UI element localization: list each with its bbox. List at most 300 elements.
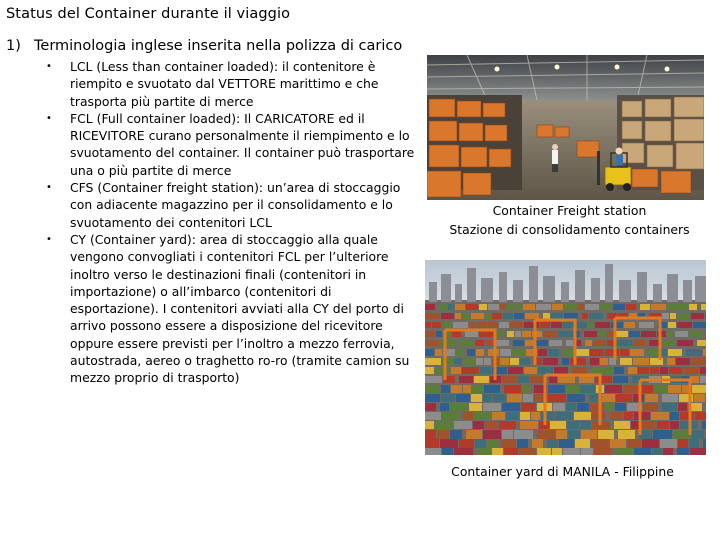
container-block	[670, 412, 679, 420]
container-block	[642, 439, 659, 448]
container-block	[425, 304, 435, 310]
container-block	[550, 421, 566, 429]
container-block	[651, 412, 669, 420]
warehouse-caption-line2: Stazione di consolidamento containers	[449, 222, 690, 237]
container-block	[425, 421, 434, 429]
container-block	[536, 340, 548, 346]
container-block	[594, 448, 611, 455]
container-block	[547, 439, 558, 448]
container-block	[469, 403, 482, 411]
container-block	[523, 304, 535, 310]
container-block	[559, 439, 574, 448]
container-block	[425, 313, 440, 319]
list-item-text: CY (Container yard): area di stoccaggio alla quale vengono convogliati i contenitori FCL per l’ulteriore inoltro verso le destinazioni finali (contenitori in importazione) o all’imbarco (contenitori di esportazione). I contenitori avviati alla CY del porto di arrivo possono essere a disposizione del ricevitore oppure essere previsti per l’inoltro a mezzo ferrovia, autostrada, aereo o traghetto ro-ro (tramite camion su mezzo proprio di trasporto)	[70, 231, 410, 386]
container-block	[510, 322, 523, 328]
container-block	[492, 313, 502, 319]
container-block	[474, 376, 489, 383]
container-block	[564, 313, 578, 319]
container-block	[425, 340, 439, 346]
terminology-list	[46, 58, 416, 387]
yard-caption: Container yard di MANILA - Filippine	[451, 464, 674, 479]
container-block	[652, 448, 662, 455]
container-block	[574, 412, 591, 420]
container-block	[435, 367, 450, 374]
container-block	[626, 304, 636, 310]
container-block	[615, 331, 628, 337]
container-block	[499, 421, 516, 429]
container-block	[502, 430, 513, 439]
container-block	[566, 403, 576, 411]
container-block	[618, 430, 635, 439]
container-block	[579, 376, 594, 383]
container-block	[517, 439, 528, 448]
section-number: 1)	[6, 38, 21, 54]
container-block	[453, 322, 468, 328]
container-block	[465, 331, 478, 337]
container-block	[657, 421, 669, 429]
container-block	[584, 331, 597, 337]
container-block	[488, 304, 499, 310]
container-block	[633, 340, 645, 346]
container-block	[695, 412, 706, 420]
container-block	[477, 448, 491, 455]
container-block	[522, 385, 530, 393]
container-block	[668, 322, 676, 328]
container-block	[475, 340, 484, 346]
container-block	[554, 367, 568, 374]
container-block	[600, 304, 612, 310]
container-block	[537, 430, 555, 439]
container-block	[466, 430, 482, 439]
container-block	[615, 448, 633, 455]
container-block	[668, 385, 681, 393]
container-block	[471, 313, 484, 319]
container-block	[629, 331, 640, 337]
container-block	[582, 313, 588, 319]
container-block	[580, 421, 591, 429]
container-block	[462, 313, 470, 319]
container-block	[520, 412, 530, 420]
container-block	[578, 304, 584, 310]
container-block	[686, 349, 702, 356]
container-block	[663, 448, 673, 455]
container-block	[502, 376, 517, 383]
container-block	[678, 304, 688, 310]
container-block	[442, 448, 453, 455]
container-block	[510, 358, 519, 365]
container-block	[623, 385, 637, 393]
container-block	[689, 304, 697, 310]
container-block	[469, 322, 476, 328]
container-block	[690, 448, 706, 455]
container-block	[459, 376, 473, 383]
container-block	[691, 313, 704, 319]
container-block	[484, 358, 491, 365]
container-block	[668, 349, 682, 356]
container-block	[604, 367, 613, 374]
container-block	[651, 304, 666, 310]
container-block	[475, 439, 486, 448]
container-block	[425, 367, 434, 374]
container-block	[568, 430, 580, 439]
container-block	[548, 394, 566, 402]
container-block	[673, 430, 690, 439]
container-block	[593, 340, 606, 346]
list-item	[46, 231, 416, 387]
container-block	[425, 403, 436, 411]
container-block	[691, 358, 706, 365]
container-block	[532, 439, 543, 448]
container-block	[504, 448, 518, 455]
container-block	[456, 394, 470, 402]
container-block	[650, 367, 659, 374]
container-block	[538, 349, 547, 356]
container-block	[581, 448, 593, 455]
container-block	[425, 394, 440, 402]
container-block	[530, 376, 545, 383]
container-block	[514, 430, 533, 439]
bullet-marker: •	[46, 233, 52, 245]
container-block	[463, 358, 475, 365]
container-block	[507, 394, 522, 402]
container-block	[436, 331, 442, 337]
container-block	[425, 430, 436, 439]
container-block	[552, 304, 563, 310]
container-block	[548, 349, 559, 356]
container-block	[522, 331, 531, 337]
container-block	[425, 376, 442, 383]
container-block	[649, 340, 659, 346]
container-block	[703, 349, 706, 356]
container-block	[451, 385, 462, 393]
container-block	[488, 322, 498, 328]
container-block	[455, 304, 465, 310]
container-block	[558, 331, 573, 337]
container-block	[452, 331, 461, 337]
container-block	[483, 430, 501, 439]
container-block	[591, 367, 603, 374]
container-block	[700, 367, 706, 374]
container-block	[500, 349, 511, 356]
container-block	[448, 304, 454, 310]
container-block	[662, 313, 669, 319]
container-block	[572, 367, 587, 374]
container-block	[492, 412, 505, 420]
warehouse-caption-line1: Container Freight station	[492, 203, 647, 218]
container-block	[691, 403, 702, 411]
container-block	[670, 313, 676, 319]
container-block	[549, 340, 562, 346]
container-block	[500, 358, 509, 365]
container-block	[462, 367, 479, 374]
container-block	[459, 340, 474, 346]
container-block	[662, 394, 678, 402]
container-block	[595, 322, 610, 328]
list-item	[46, 58, 416, 110]
warehouse-photo	[427, 55, 704, 200]
container-block	[551, 313, 563, 319]
container-block	[614, 421, 630, 429]
container-block	[471, 394, 482, 402]
container-block	[432, 322, 441, 328]
container-block	[437, 430, 449, 439]
container-block	[519, 448, 536, 455]
container-block	[589, 394, 598, 402]
section-heading-text: Terminologia inglese inserita nella polizza di carico	[34, 38, 403, 54]
container-block	[670, 421, 679, 429]
container-block	[660, 439, 677, 448]
container-block	[455, 313, 461, 319]
container-block	[634, 448, 651, 455]
container-block	[628, 367, 637, 374]
container-block	[589, 313, 603, 319]
container-block	[425, 358, 441, 365]
container-block	[454, 448, 473, 455]
container-block	[477, 322, 487, 328]
warehouse-caption	[427, 201, 712, 239]
container-block	[531, 412, 540, 420]
container-block	[552, 448, 562, 455]
container-block	[467, 349, 475, 356]
container-block	[600, 358, 608, 365]
container-block	[577, 322, 587, 328]
container-block	[440, 439, 458, 448]
container-block	[558, 376, 575, 383]
container-block	[439, 304, 447, 310]
container-block	[492, 448, 503, 455]
container-block	[676, 358, 690, 365]
container-block	[425, 412, 441, 420]
list-item-text: LCL (Less than container loaded): il contenitore è riempito e svuotato dal VETTORE marittimo e che trasporta più partite di merce	[70, 59, 379, 109]
container-block	[483, 403, 501, 411]
container-block	[463, 412, 473, 420]
container-block	[605, 403, 614, 411]
container-block	[692, 385, 706, 393]
container-block	[520, 421, 538, 429]
container-block	[485, 313, 491, 319]
container-block	[660, 367, 668, 374]
container-block	[585, 304, 599, 310]
container-block	[523, 394, 533, 402]
container-block	[693, 322, 706, 328]
container-block	[595, 376, 612, 383]
container-block	[694, 394, 705, 402]
container-block	[473, 421, 484, 429]
container-block	[689, 331, 701, 337]
container-block	[566, 340, 573, 346]
container-block	[555, 412, 573, 420]
container-block	[487, 439, 497, 448]
container-block	[563, 448, 580, 455]
container-block	[630, 349, 644, 356]
container-block	[507, 304, 514, 310]
container-block	[479, 331, 494, 337]
slide-title: Status del Container durante il viaggio	[6, 6, 291, 22]
container-block	[662, 403, 677, 411]
container-block	[669, 367, 682, 374]
container-block	[456, 349, 463, 356]
container-block	[677, 340, 693, 346]
container-block	[616, 340, 632, 346]
container-block	[538, 367, 553, 374]
container-block	[463, 385, 471, 393]
container-block	[590, 358, 599, 365]
container-block	[537, 448, 551, 455]
container-block	[525, 313, 539, 319]
container-block	[640, 304, 650, 310]
container-block	[521, 403, 536, 411]
container-block	[641, 331, 656, 337]
container-block	[634, 412, 650, 420]
list-item-text: FCL (Full container loaded): Il CARICATORE ed il RICEVITORE curano personalmente il riempimento e lo svuotamento del container. Il container può trasportare una o più partite di merce	[70, 110, 415, 178]
container-block	[653, 430, 672, 439]
container-block	[667, 304, 677, 310]
container-block	[639, 322, 654, 328]
container-block	[580, 385, 595, 393]
container-block	[476, 349, 484, 356]
container-block	[567, 421, 579, 429]
container-block	[562, 358, 569, 365]
container-block	[677, 448, 689, 455]
container-block	[577, 403, 589, 411]
container-block	[441, 394, 455, 402]
container-block	[678, 439, 688, 448]
container-block	[493, 394, 506, 402]
container-block	[524, 322, 539, 328]
container-block	[697, 340, 706, 346]
container-block	[435, 421, 453, 429]
container-block	[633, 358, 649, 365]
container-block	[440, 340, 455, 346]
container-block	[624, 412, 633, 420]
container-block	[504, 385, 521, 393]
container-block	[680, 412, 694, 420]
container-block	[472, 385, 483, 393]
container-block	[451, 367, 461, 374]
container-block	[541, 412, 554, 420]
container-block	[683, 367, 699, 374]
container-block	[605, 385, 622, 393]
container-block	[598, 430, 614, 439]
container-block	[611, 322, 623, 328]
container-block	[585, 340, 592, 346]
container-block	[499, 322, 509, 328]
container-block	[450, 403, 468, 411]
container-block	[466, 304, 478, 310]
container-block	[588, 322, 594, 328]
container-block	[563, 349, 574, 356]
container-block	[503, 313, 513, 319]
container-block	[613, 304, 625, 310]
container-block	[575, 439, 590, 448]
container-block	[648, 349, 659, 356]
container-block	[425, 322, 431, 328]
container-block	[502, 403, 520, 411]
container-block	[566, 385, 579, 393]
list-item-text: CFS (Container freight station): un’area di stoccaggio con adiacente magazzino per il consolidamento e lo svuotamento dei contenitori LCL	[70, 180, 401, 230]
container-block	[553, 403, 565, 411]
container-block	[610, 412, 623, 420]
container-block	[485, 421, 498, 429]
container-block	[605, 349, 619, 356]
container-block	[440, 403, 449, 411]
container-block	[564, 304, 577, 310]
container-block	[507, 331, 514, 337]
container-block	[677, 322, 692, 328]
container-block	[435, 349, 442, 356]
container-block	[624, 322, 635, 328]
container-block	[515, 304, 522, 310]
container-block	[454, 421, 472, 429]
container-block	[425, 385, 440, 393]
container-block	[705, 331, 706, 337]
container-block	[675, 331, 688, 337]
container-block	[567, 394, 585, 402]
container-block	[678, 403, 687, 411]
container-block	[575, 349, 589, 356]
container-block	[514, 313, 524, 319]
container-block	[607, 331, 614, 337]
section-heading	[6, 38, 402, 54]
container-block	[518, 376, 529, 383]
bullet-marker: •	[46, 182, 52, 194]
container-block	[616, 394, 632, 402]
container-block	[442, 322, 452, 328]
list-item	[46, 110, 416, 179]
container-block	[627, 439, 641, 448]
container-block	[476, 358, 483, 365]
container-block	[705, 313, 706, 319]
container-block	[643, 403, 658, 411]
bullet-marker: •	[46, 61, 52, 72]
container-block	[543, 331, 557, 337]
container-block	[508, 367, 523, 374]
container-block	[524, 367, 537, 374]
container-block	[479, 304, 487, 310]
container-block	[667, 358, 675, 365]
container-block	[705, 430, 706, 439]
container-block	[442, 412, 459, 420]
container-block	[474, 412, 491, 420]
container-block	[581, 430, 597, 439]
container-block	[602, 394, 615, 402]
container-block	[598, 331, 606, 337]
container-block	[663, 340, 676, 346]
container-block	[642, 421, 656, 429]
container-block	[425, 349, 434, 356]
container-block	[654, 385, 667, 393]
container-block	[703, 439, 706, 448]
container-block	[620, 358, 632, 365]
container-block	[614, 367, 624, 374]
container-block	[441, 385, 450, 393]
container-block	[689, 439, 699, 448]
container-block	[701, 304, 706, 310]
container-block	[548, 385, 565, 393]
container-block	[691, 430, 704, 439]
container-block	[591, 439, 609, 448]
container-block	[501, 439, 516, 448]
container-block	[702, 421, 706, 429]
container-block	[515, 331, 521, 337]
container-block	[441, 313, 454, 319]
container-block	[484, 385, 500, 393]
list-item	[46, 179, 416, 231]
container-block	[506, 412, 519, 420]
container-block	[543, 313, 550, 319]
container-block	[454, 358, 462, 365]
container-block	[590, 349, 604, 356]
